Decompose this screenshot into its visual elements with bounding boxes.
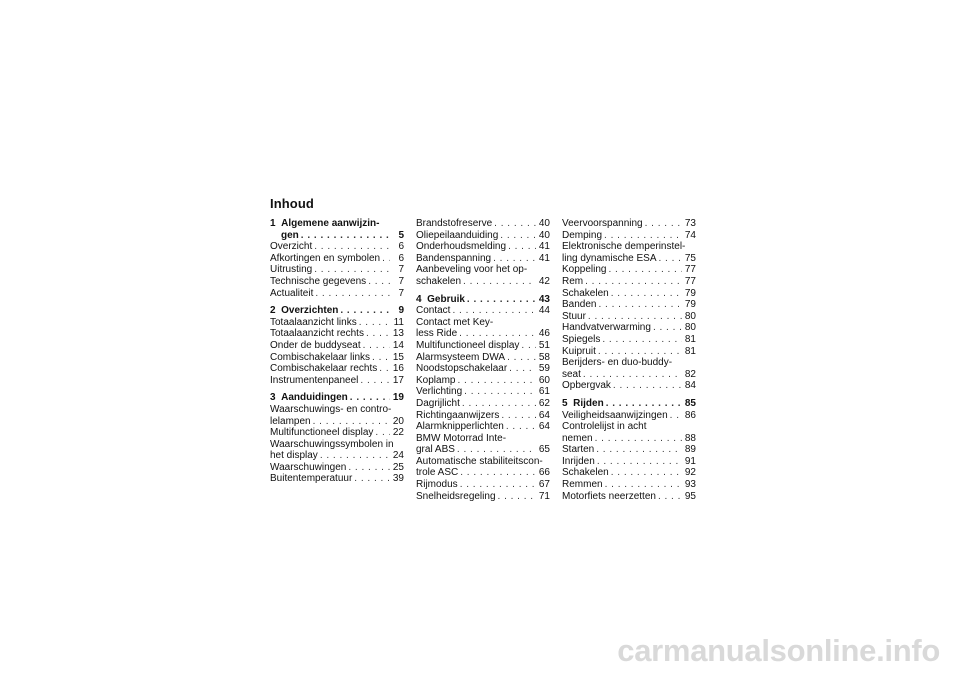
dot-leader [457,375,536,387]
dot-leader [350,392,390,404]
page-number: 24 [392,450,404,462]
toc-entry[interactable] [270,363,404,375]
toc-entry-text: Oliepeilaanduiding [416,229,499,241]
toc-entry-text: Contact [416,305,451,317]
section-number: 1 [270,218,276,229]
page-number: 67 [538,479,550,491]
toc-entry-text: Alarmknipperlichten [416,421,504,433]
toc-entry[interactable] [416,398,550,410]
page-number: 7 [398,287,404,299]
toc-entry[interactable] [562,380,696,392]
toc-entry-text: Spiegels [562,333,601,345]
page-number: 84 [684,380,696,392]
dot-leader [320,450,390,462]
page-number: 46 [538,328,550,340]
toc-entry[interactable] [416,340,550,352]
toc-entry-text: Multifunctioneel display [416,339,520,351]
page-number: 64 [538,409,550,421]
toc-entry-text: Veiligheidsaanwijzingen [562,409,668,421]
dot-leader [462,398,536,410]
page-number: 14 [392,339,404,351]
page-number: 85 [684,397,696,409]
toc-entry-text: Waarschuwingen [270,461,347,473]
page-number: 61 [538,386,550,398]
toc-entry-text: Brandstofreserve [416,218,493,229]
dot-leader [340,305,390,317]
page-number: 40 [538,229,550,241]
toc-entry-text: Elektronische demperinstel- [562,241,686,253]
dot-leader [588,311,682,323]
dot-leader [314,264,390,276]
toc-entry[interactable] [562,311,696,323]
page-number: 60 [538,374,550,386]
toc-entry[interactable] [562,322,696,334]
page-number: 7 [398,275,404,287]
dot-leader [467,294,536,306]
page-number: 40 [538,218,550,229]
dot-leader [645,218,682,230]
page-number: 64 [538,421,550,433]
page-number: 82 [684,368,696,380]
toc-entry-text: Waarschuwingssymbolen in [270,438,394,450]
toc-entry-text: Overzichten [281,305,339,317]
page-number: 81 [684,345,696,357]
dot-leader [313,416,390,428]
page-number: 91 [684,455,696,467]
page-number: 75 [684,252,696,264]
page-number: 25 [392,461,404,473]
dot-leader [354,473,390,485]
page-number: 20 [392,415,404,427]
toc-section-heading[interactable] [270,218,404,241]
toc-entry[interactable] [270,427,404,439]
toc-entry-text: Handvatverwarming [562,322,651,334]
page-number: 51 [538,339,550,351]
dot-leader [460,467,536,479]
toc-entry[interactable] [562,299,696,311]
page-number: 44 [538,305,550,317]
toc-entry-text: Technische gegevens [270,275,367,287]
toc-entry[interactable] [270,473,404,485]
toc-entry[interactable] [416,253,550,265]
toc-entry-text: Uitrusting [270,264,313,276]
toc-entry[interactable] [562,230,696,242]
toc-entry[interactable] [270,253,404,265]
toc-column-2 [416,218,550,502]
toc-entry[interactable] [270,328,404,340]
toc-entry-text: Veervoorspanning [562,218,643,229]
toc-entry[interactable] [416,479,550,491]
dot-leader [459,328,536,340]
page-number: 5 [398,229,404,241]
dot-leader [659,253,683,265]
page-number: 16 [392,363,404,375]
toc-entry[interactable] [562,444,696,456]
dot-leader [501,410,536,422]
page-number: 58 [538,351,550,363]
toc-entry-text: Aanduidingen [281,392,348,404]
toc-column-1 [270,218,404,485]
toc-entry[interactable] [270,375,404,387]
toc-section-heading[interactable] [416,294,550,306]
toc-entry-text: gen [281,229,299,241]
toc-entry-text: Banden [562,299,597,311]
toc-entry-text: Rijmodus [416,479,458,491]
dot-leader [598,346,682,358]
toc-entry-text: Richtingaanwijzers [416,409,500,421]
toc-entry[interactable] [416,375,550,387]
toc-entry-text: Combischakelaar links [270,351,371,363]
section-number: 3 [270,392,276,404]
toc-entry-text: Dagrijlicht [416,397,460,409]
dot-leader [598,299,682,311]
toc-entry[interactable] [270,288,404,300]
toc-entry[interactable] [270,404,404,427]
dot-leader [452,305,536,317]
watermark: carmanualsonline.info [617,633,940,668]
toc-entry-text: Automatische stabiliteitscon- [416,455,543,467]
dot-leader [653,322,682,334]
dot-leader [613,380,682,392]
toc-entry[interactable] [562,357,696,380]
toc-entry-text: Noodstopschakelaar [416,363,508,375]
dot-leader [597,456,682,468]
toc-entry-text: Demping [562,229,603,241]
toc-entry[interactable] [416,456,550,479]
dot-leader [457,444,536,456]
page-number: 88 [684,432,696,444]
dot-leader [315,288,390,300]
dot-leader [372,352,390,364]
toc-entry-text: Rem [562,275,584,287]
page-number: 15 [392,351,404,363]
toc-entry[interactable] [270,241,404,253]
toc-entry-text: Controlelijst in acht [562,421,647,433]
page-number: 9 [398,305,404,317]
toc-entry-text: seat [562,368,581,380]
toc-entry[interactable] [416,491,550,503]
toc-entry-text: Schakelen [562,287,609,299]
toc-entry[interactable] [562,264,696,276]
page-number: 65 [538,444,550,456]
toc-entry-text: Berijders- en duo-buddy- [562,357,673,369]
toc-section-heading[interactable] [562,398,696,410]
dot-leader [521,340,536,352]
toc-entry[interactable] [562,241,696,264]
toc-entry-text: Schakelen [562,467,609,479]
page-number: 86 [684,409,696,421]
section-number: 2 [270,305,276,317]
dot-leader [379,363,390,375]
toc-entry-text: Onder de buddyseat [270,339,361,351]
toc-entry[interactable] [562,276,696,288]
page-number: 59 [538,363,550,375]
dot-leader [494,218,536,230]
toc-entry[interactable] [416,230,550,242]
page-number: 79 [684,287,696,299]
page-number: 74 [684,229,696,241]
page-number: 43 [538,293,550,305]
toc-entry-text: Buitentemperatuur [270,473,353,485]
toc-entry-text: Snelheidsregeling [416,490,496,502]
toc-entry-text: Combischakelaar rechts [270,363,378,375]
toc-entry-text: Instrumentenpaneel [270,374,359,386]
toc-entry-text: Bandenspanning [416,252,492,264]
page-number: 73 [684,218,696,229]
dot-leader [606,398,682,410]
dot-leader [493,253,536,265]
dot-leader [359,317,390,329]
dot-leader [368,276,390,288]
toc-entry[interactable] [562,410,696,422]
dot-leader [460,479,536,491]
page-number: 13 [392,328,404,340]
toc-entry-text: Starten [562,444,595,456]
toc-entry[interactable] [270,264,404,276]
dot-leader [363,340,390,352]
page-number: 89 [684,444,696,456]
dot-leader [360,375,390,387]
toc-entry-text: Onderhoudsmelding [416,241,507,253]
toc-section-heading[interactable] [270,392,404,404]
dot-leader [595,433,682,445]
dot-leader [608,264,682,276]
dot-leader [670,410,682,422]
dot-leader [585,276,682,288]
toc-entry-text: Kuipruit [562,345,596,357]
toc-entry[interactable] [562,288,696,300]
toc-entry-text: Opbergvak [562,380,611,392]
dot-leader [366,328,390,340]
toc-entry-text: schakelen [416,275,462,287]
toc-entry-text: Algemene aanwijzin- [281,218,380,229]
dot-leader [602,334,682,346]
toc-entry-text: Koppeling [562,264,607,276]
page-number: 22 [392,427,404,439]
dot-leader [583,369,682,381]
toc-entry[interactable] [416,363,550,375]
toc-entry-text: ling dynamische ESA [562,252,657,264]
toc-entry[interactable] [416,264,550,287]
toc-entry-text: BMW Motorrad Inte- [416,432,507,444]
dot-leader [500,230,536,242]
page-number: 11 [393,316,404,328]
toc-entry-text: Totaalaanzicht rechts [270,328,364,340]
toc-entry-text: Rijden [573,397,604,409]
dot-leader [596,444,682,456]
dot-leader [508,241,536,253]
toc-entry[interactable] [416,386,550,398]
toc-entry[interactable] [416,241,550,253]
toc-entry-text: trole ASC [416,467,459,479]
dot-leader [498,491,536,503]
toc-entry-text: Motorfiets neerzetten [562,490,656,502]
section-number: 4 [416,293,422,305]
section-number: 5 [562,397,568,409]
toc-entry-text: het display [270,450,318,462]
toc-entry[interactable] [416,421,550,433]
toc-entry-text: Totaalaanzicht links [270,316,357,328]
toc-entry-text: Alarmsysteem DWA [416,351,506,363]
toc-entry[interactable] [270,439,404,462]
toc-entry[interactable] [562,346,696,358]
dot-leader [463,276,536,288]
toc-entry-text: Stuur [562,310,586,322]
page-title: Inhoud [270,196,314,211]
page-number: 93 [684,479,696,491]
toc-entry-text: lelampen [270,415,311,427]
toc-entry[interactable] [416,433,550,456]
toc-entry-text: less Ride [416,328,458,340]
toc-entry-text: Contact met Key- [416,316,494,328]
toc-entry-text: Inrijden [562,455,595,467]
toc-entry[interactable] [416,410,550,422]
dot-leader [314,241,390,253]
page-number: 42 [538,275,550,287]
toc-entry[interactable] [270,317,404,329]
dot-leader [375,427,390,439]
page-number: 77 [684,275,696,287]
toc-entry-text: Aanbeveling voor het op- [416,264,528,276]
toc-entry-text: Koplamp [416,374,456,386]
toc-entry-text: Actualiteit [270,287,314,299]
page-number: 6 [398,252,404,264]
toc-entry[interactable] [416,352,550,364]
toc-entry[interactable] [416,305,550,317]
toc-entry-text: Remmen [562,479,603,491]
dot-leader [611,467,682,479]
page-number: 71 [538,490,550,502]
page-number: 39 [392,473,404,485]
toc-column-3 [562,218,696,502]
toc-entry[interactable] [270,276,404,288]
toc-entry[interactable] [270,462,404,474]
toc-entry-text: Gebruik [427,293,465,305]
toc-entry-text: Waarschuwings- en contro- [270,403,392,415]
page-number: 81 [684,333,696,345]
toc-entry[interactable] [270,352,404,364]
page-number: 17 [392,374,404,386]
dot-leader [348,462,390,474]
page-number: 95 [684,490,696,502]
toc-entry[interactable] [562,479,696,491]
page-number: 66 [538,467,550,479]
toc-entry-text: Afkortingen en symbolen [270,252,381,264]
dot-leader [611,288,682,300]
dot-leader [506,421,536,433]
toc-entry[interactable] [562,456,696,468]
toc-entry[interactable] [562,334,696,346]
page-number: 19 [392,392,404,404]
page-number: 6 [398,241,404,253]
page-number: 77 [684,264,696,276]
toc-section-heading[interactable] [270,305,404,317]
dot-leader [658,491,682,503]
toc-entry-text: Multifunctioneel display [270,427,374,439]
dot-leader [382,253,390,265]
page-number: 7 [398,264,404,276]
page-number: 41 [538,241,550,253]
toc-entry[interactable] [416,317,550,340]
page-number: 62 [538,397,550,409]
toc-entry-text: nemen [562,432,593,444]
page-number: 41 [538,252,550,264]
dot-leader [605,479,682,491]
dot-leader [509,363,536,375]
toc-entry[interactable] [416,218,550,230]
page-number: 80 [684,322,696,334]
page-number: 92 [684,467,696,479]
page-number: 80 [684,310,696,322]
toc-entry[interactable] [562,421,696,444]
toc-entry[interactable] [562,491,696,503]
dot-leader [604,230,682,242]
toc-entry-text: Verlichting [416,386,463,398]
toc-entry-text: gral ABS [416,444,455,456]
toc-entry[interactable] [562,467,696,479]
dot-leader [301,230,390,242]
page-number: 79 [684,299,696,311]
dot-leader [464,386,536,398]
dot-leader [507,352,536,364]
toc-entry-text: Overzicht [270,241,313,253]
toc-entry[interactable] [562,218,696,230]
toc-entry[interactable] [270,340,404,352]
